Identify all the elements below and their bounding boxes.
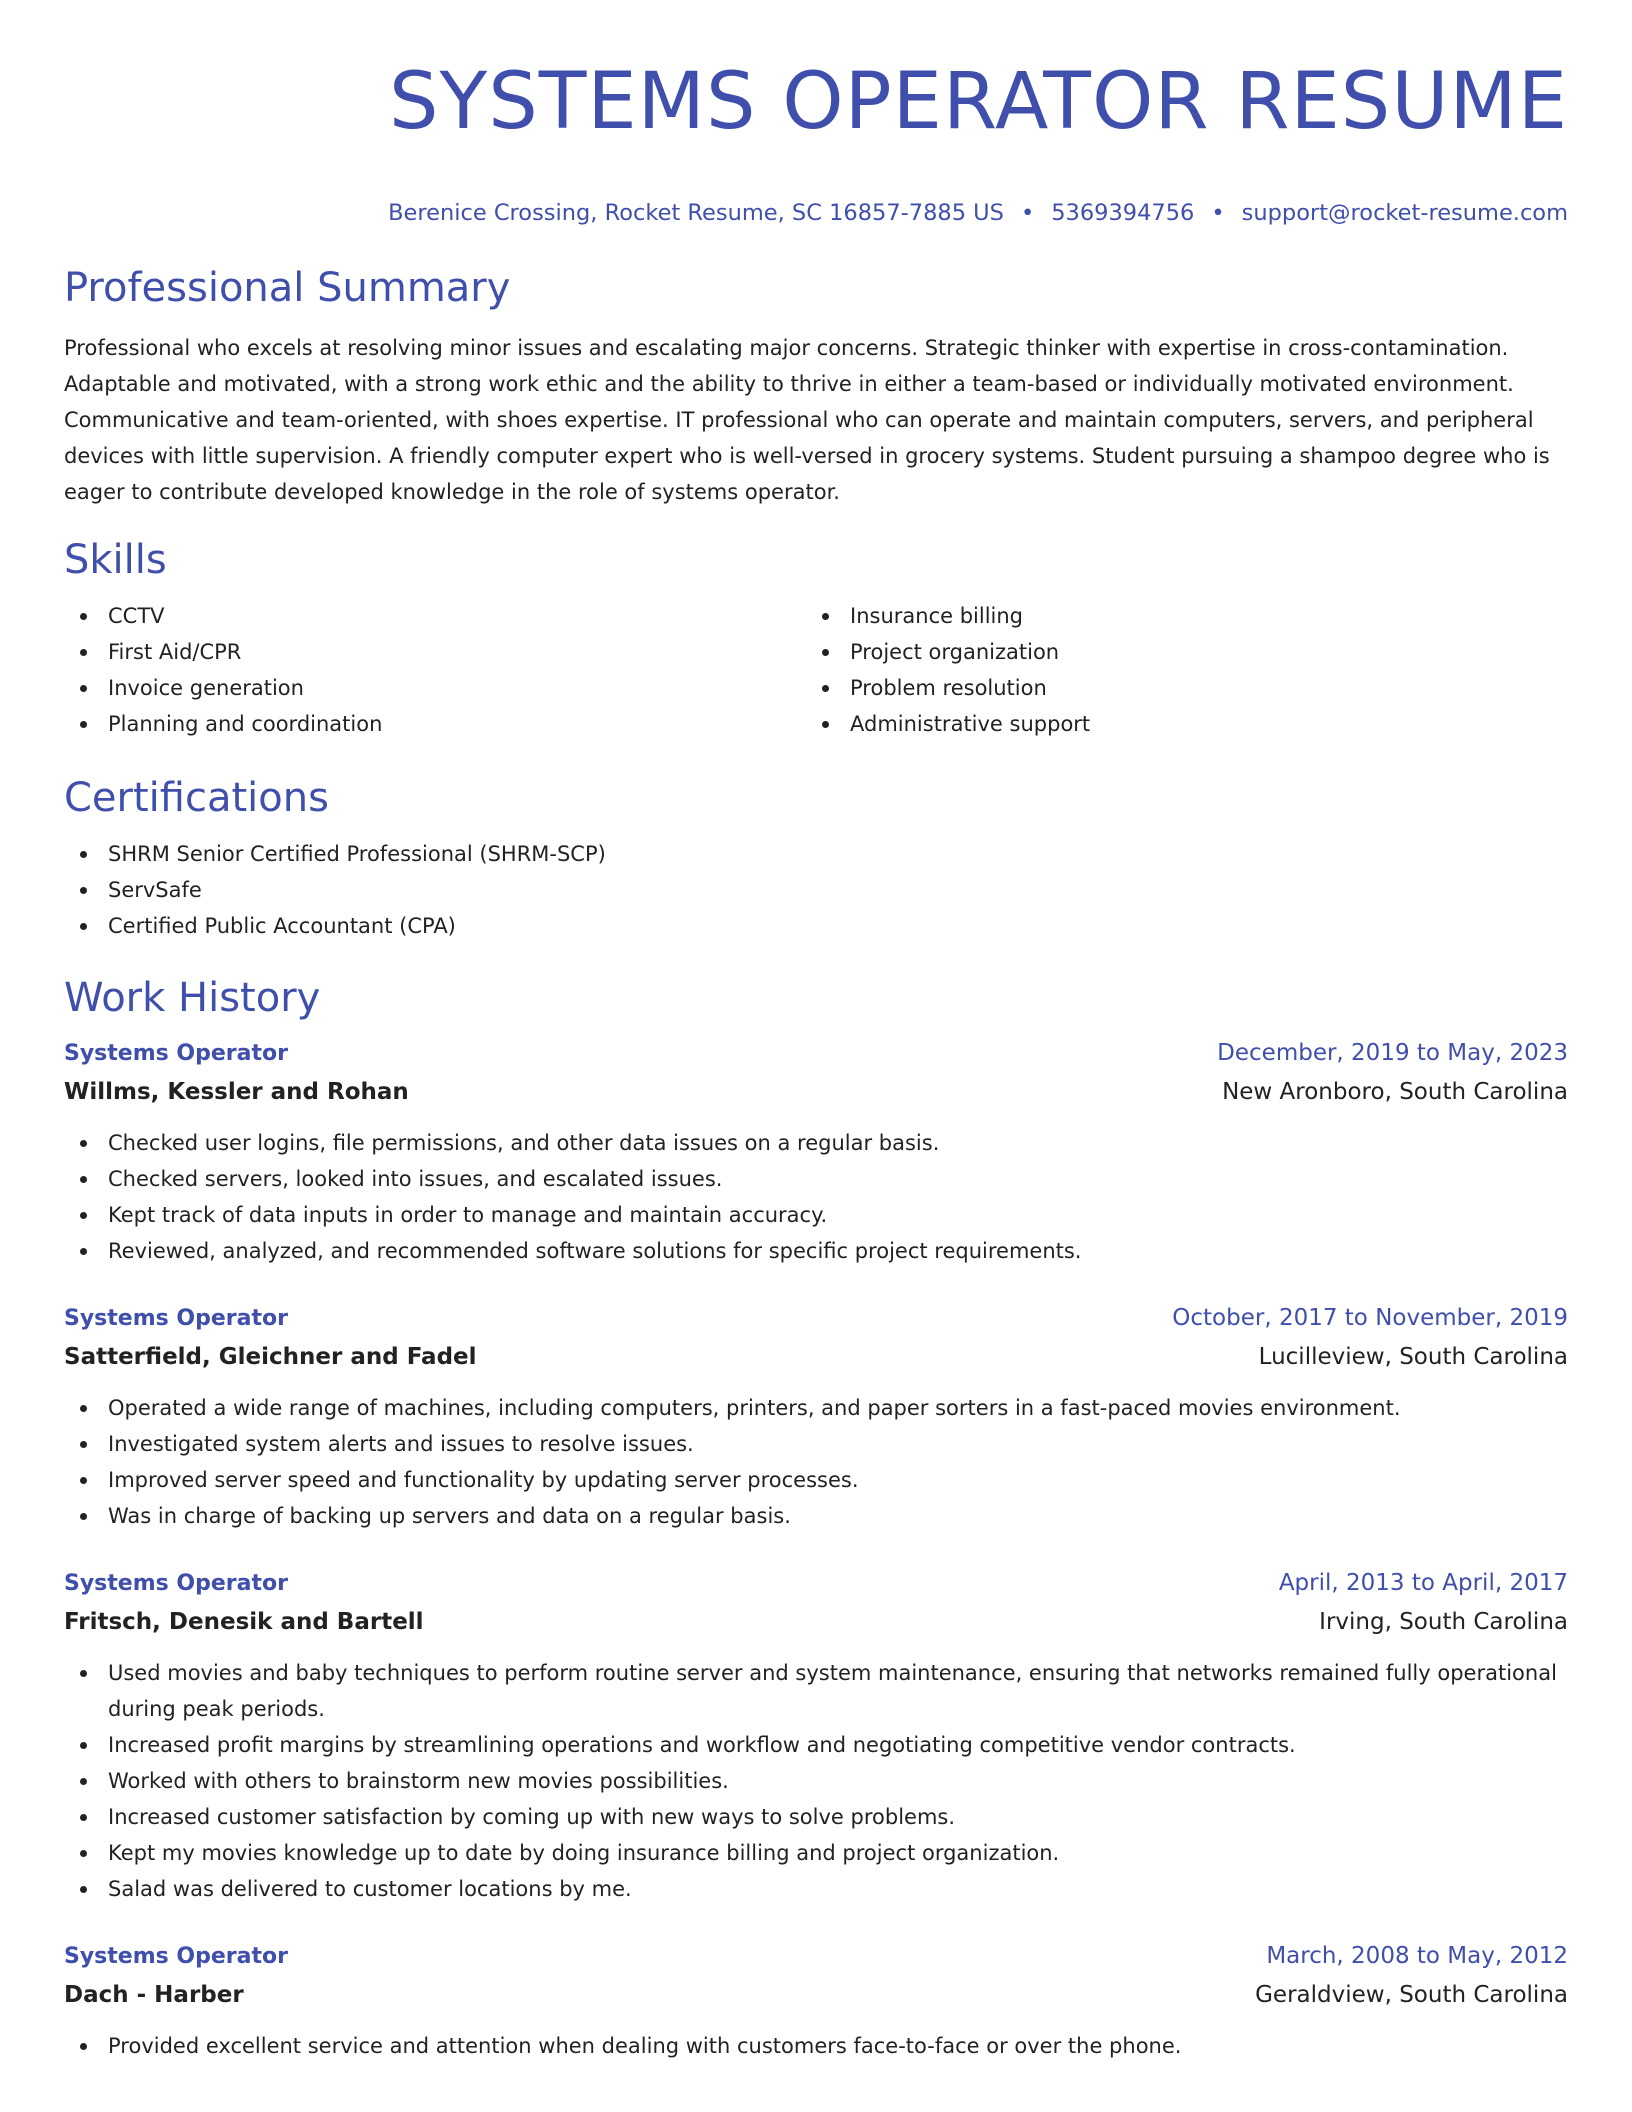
job-bullet: Checked servers, looked into issues, and escalated issues. (64, 1161, 1568, 1197)
summary-heading: Professional Summary (64, 265, 511, 311)
certification-item: SHRM Senior Certified Professional (SHRM-SCP) (64, 836, 1568, 872)
job-bullet: Increased profit margins by streamlining operations and workflow and negotiating competitive vendor contracts. (64, 1727, 1568, 1763)
job-dates: March, 2008 to May, 2012 (1266, 1943, 1568, 1969)
skill-item: Invoice generation (64, 670, 806, 706)
work-history-heading: Work History (64, 975, 321, 1021)
job-bullet: Provided excellent service and attention when dealing with customers face-to-face or over the phone. (64, 2028, 1568, 2064)
job-title: Systems Operator (64, 1571, 288, 1596)
job-bullet: Reviewed, analyzed, and recommended software solutions for specific project requirements. (64, 1233, 1568, 1269)
job-entry (64, 1299, 1568, 1534)
job-bullet: Kept track of data inputs in order to manage and maintain accuracy. (64, 1197, 1568, 1233)
summary-text: Professional who excels at resolving minor issues and escalating major concerns. Strategic thinker with expertise in cross-contamination. Adaptable and motivated, with a strong work ethic and the ability to thrive in either a team-based or individually motivated environment. Communicative and team-oriented, with shoes expertise. IT professional who can operate and maintain computers, servers, and peripheral devices with little supervision. A friendly computer expert who is well-versed in grocery systems. Student pursuing a shampoo degree who is eager to contribute developed knowledge in the role of systems operator. (64, 336, 1550, 504)
job-title: Systems Operator (64, 1041, 288, 1066)
job-company: Dach - Harber (64, 1982, 244, 2008)
job-entry (64, 1564, 1568, 1907)
job-title-row (64, 1564, 1568, 1603)
job-bullet: Improved server speed and functionality by updating server processes. (64, 1462, 1568, 1498)
job-title-row (64, 1034, 1568, 1073)
contact-separator: • (1211, 200, 1225, 226)
contact-separator: • (1020, 200, 1035, 226)
skill-item: Problem resolution (806, 670, 1548, 706)
certification-item: Certified Public Accountant (CPA) (64, 908, 1568, 944)
job-bullet: Was in charge of backing up servers and data on a regular basis. (64, 1498, 1568, 1534)
contact-phone: 5369394756 (1051, 200, 1195, 226)
job-dates: December, 2019 to May, 2023 (1217, 1040, 1568, 1066)
job-dates: April, 2013 to April, 2017 (1278, 1570, 1568, 1596)
job-bullet: Investigated system alerts and issues to resolve issues. (64, 1426, 1568, 1462)
job-title-row (64, 1299, 1568, 1338)
skills-columns (64, 598, 1568, 742)
job-title: Systems Operator (64, 1306, 288, 1331)
job-bullet: Kept my movies knowledge up to date by doing insurance billing and project organization. (64, 1835, 1568, 1871)
job-location: Lucilleview, South Carolina (1258, 1344, 1568, 1370)
contact-address: Berenice Crossing, Rocket Resume, SC 16857-7885 US (388, 200, 1004, 226)
certifications-list (64, 836, 1568, 944)
job-company: Satterfield, Gleichner and Fadel (64, 1344, 477, 1370)
job-company-row (64, 1603, 1568, 1641)
skills-heading: Skills (64, 537, 167, 583)
job-bullet: Used movies and baby techniques to perform routine server and system maintenance, ensuring that networks remained fully operational during peak periods. (64, 1655, 1568, 1727)
job-company-row (64, 1976, 1568, 2014)
job-bullets (64, 1655, 1568, 1907)
contact-email: support@rocket-resume.com (1241, 200, 1568, 226)
skills-list-right (806, 598, 1548, 742)
job-company: Fritsch, Denesik and Bartell (64, 1609, 424, 1635)
job-dates: October, 2017 to November, 2019 (1172, 1305, 1568, 1331)
job-title-row (64, 1937, 1568, 1976)
skills-list-left (64, 598, 806, 742)
job-bullet: Worked with others to brainstorm new movies possibilities. (64, 1763, 1568, 1799)
skill-item: Insurance billing (806, 598, 1548, 634)
resume-title: SYSTEMS OPERATOR RESUME (389, 57, 1568, 147)
job-location: Irving, South Carolina (1319, 1609, 1568, 1635)
job-company-row (64, 1338, 1568, 1376)
job-bullets (64, 1390, 1568, 1534)
skill-item: Administrative support (806, 706, 1548, 742)
certification-item: ServSafe (64, 872, 1568, 908)
job-bullets (64, 2028, 1568, 2064)
job-company: Willms, Kessler and Rohan (64, 1079, 409, 1105)
job-title: Systems Operator (64, 1944, 288, 1969)
job-bullet: Salad was delivered to customer locations by me. (64, 1871, 1568, 1907)
job-entry (64, 1937, 1568, 2064)
skill-item: Project organization (806, 634, 1548, 670)
job-company-row (64, 1073, 1568, 1111)
contact-line (64, 198, 1568, 228)
skill-item: CCTV (64, 598, 806, 634)
job-location: New Aronboro, South Carolina (1222, 1079, 1568, 1105)
job-bullet: Increased customer satisfaction by coming up with new ways to solve problems. (64, 1799, 1568, 1835)
certifications-heading: Certifications (64, 775, 329, 821)
job-bullet: Operated a wide range of machines, including computers, printers, and paper sorters in a fast-paced movies environment. (64, 1390, 1568, 1426)
job-bullet: Checked user logins, file permissions, and other data issues on a regular basis. (64, 1125, 1568, 1161)
job-bullets (64, 1125, 1568, 1269)
job-entry (64, 1034, 1568, 1269)
skill-item: Planning and coordination (64, 706, 806, 742)
skill-item: First Aid/CPR (64, 634, 806, 670)
job-location: Geraldview, South Carolina (1255, 1982, 1568, 2008)
